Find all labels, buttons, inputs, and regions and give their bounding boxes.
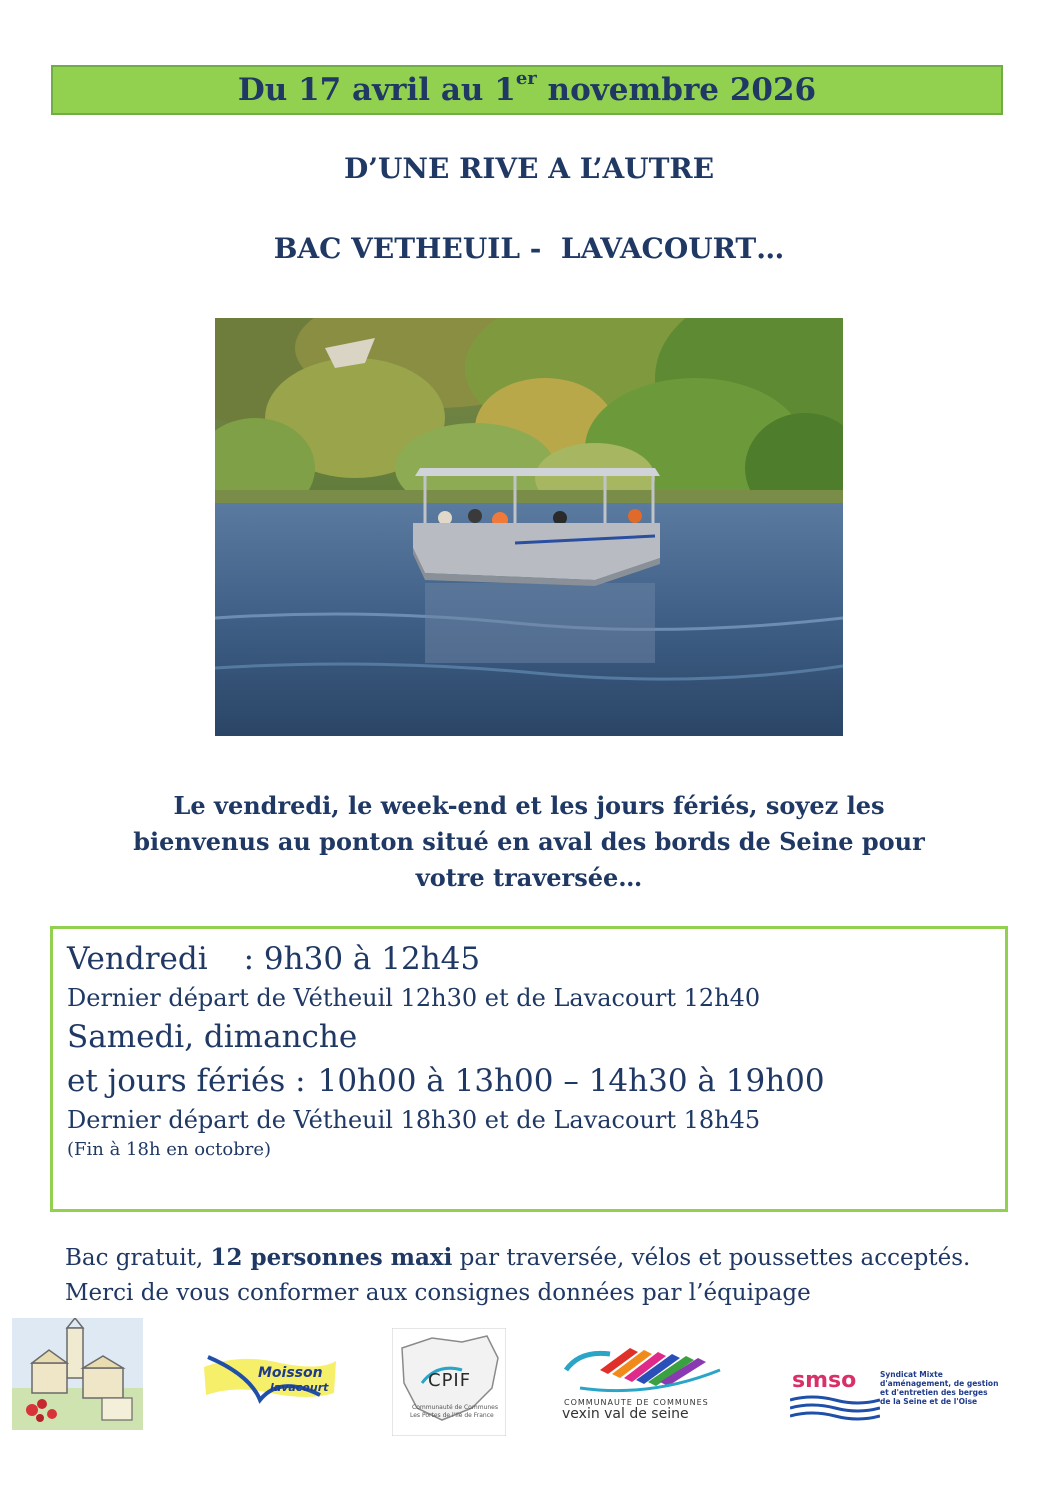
weekend-label-2: et jours fériés : <box>67 1063 306 1099</box>
smso-desc-3: et d'entretien des berges <box>880 1388 988 1397</box>
friday-time: : 9h30 à 12h45 <box>243 941 481 977</box>
footer-capacity: 12 personnes maxi <box>210 1244 453 1271</box>
footer-line-1-b: par traversée, vélos et poussettes acceptés. <box>452 1245 971 1271</box>
footer-text <box>65 1240 1025 1311</box>
banner-prefix: Du 17 avril au 1 <box>237 72 516 108</box>
intro-line-2: bienvenus au ponton situé en aval des bords de Seine pour <box>133 827 925 856</box>
smso-desc-1: Syndicat Mixte <box>880 1370 943 1379</box>
footer-line-2: Merci de vous conformer aux consignes données par l’équipage <box>65 1280 811 1306</box>
banner-suffix: novembre 2026 <box>536 72 817 108</box>
hours-box <box>50 926 1008 1212</box>
vexin-stripes-icon <box>560 1340 730 1400</box>
friday-label: Vendredi <box>67 941 208 977</box>
cpif-caption-2: Les Portes de l'Ile de France <box>410 1412 494 1419</box>
weekend-time: 10h00 à 13h00 – 14h30 à 19h00 <box>317 1063 825 1099</box>
cpif-text: CPIF <box>428 1370 472 1391</box>
weekend-last-departure: Dernier départ de Vétheuil 18h30 et de Lavacourt 18h45 <box>67 1106 761 1134</box>
cpif-logo <box>392 1328 506 1436</box>
ferry-photo <box>215 318 843 736</box>
smso-logo <box>790 1368 999 1428</box>
october-note: (Fin à 18h en octobre) <box>67 1139 272 1160</box>
vexin-caption-1: COMMUNAUTE DE COMMUNES <box>564 1398 709 1407</box>
banner-superscript: er <box>515 67 537 89</box>
weekend-row <box>67 1059 991 1103</box>
vetheuil-logo <box>12 1318 143 1430</box>
vexin-val-de-seine-logo <box>560 1340 730 1426</box>
moisson-text: Moisson <box>258 1365 323 1381</box>
footer-line-1-a: Bac gratuit, <box>65 1245 211 1271</box>
weekend-label-1: Samedi, dimanche <box>67 1019 358 1055</box>
smso-desc-4: de la Seine et de l'Oise <box>880 1397 978 1406</box>
intro-line-1: Le vendredi, le week-end et les jours fériés, soyez les <box>173 791 885 820</box>
friday-row <box>67 937 991 981</box>
ferry-photo-illustration <box>215 318 843 736</box>
intro-line-3: votre traversée… <box>415 863 643 892</box>
smso-waves-icon <box>790 1394 880 1424</box>
intro-text <box>80 788 978 896</box>
smso-description <box>880 1370 998 1406</box>
footer-line-1 <box>65 1240 1025 1276</box>
friday-last-departure: Dernier départ de Vétheuil 12h30 et de Lavacourt 12h40 <box>67 984 761 1012</box>
village-drawing-icon <box>12 1318 143 1430</box>
lavacourt-text: lavacourt <box>270 1381 329 1394</box>
heading-bac: BAC VETHEUIL - LAVACOURT… <box>273 232 785 265</box>
heading-rive: D’UNE RIVE A L’AUTRE <box>343 152 715 185</box>
date-banner <box>51 65 1003 115</box>
smso-desc-2: d'aménagement, de gestion <box>880 1379 999 1388</box>
moisson-lavacourt-logo <box>200 1345 340 1415</box>
smso-text: smso <box>792 1368 857 1393</box>
cpif-caption-1: Communauté de Communes <box>412 1404 498 1411</box>
vexin-caption-2: vexin val de seine <box>562 1406 689 1422</box>
